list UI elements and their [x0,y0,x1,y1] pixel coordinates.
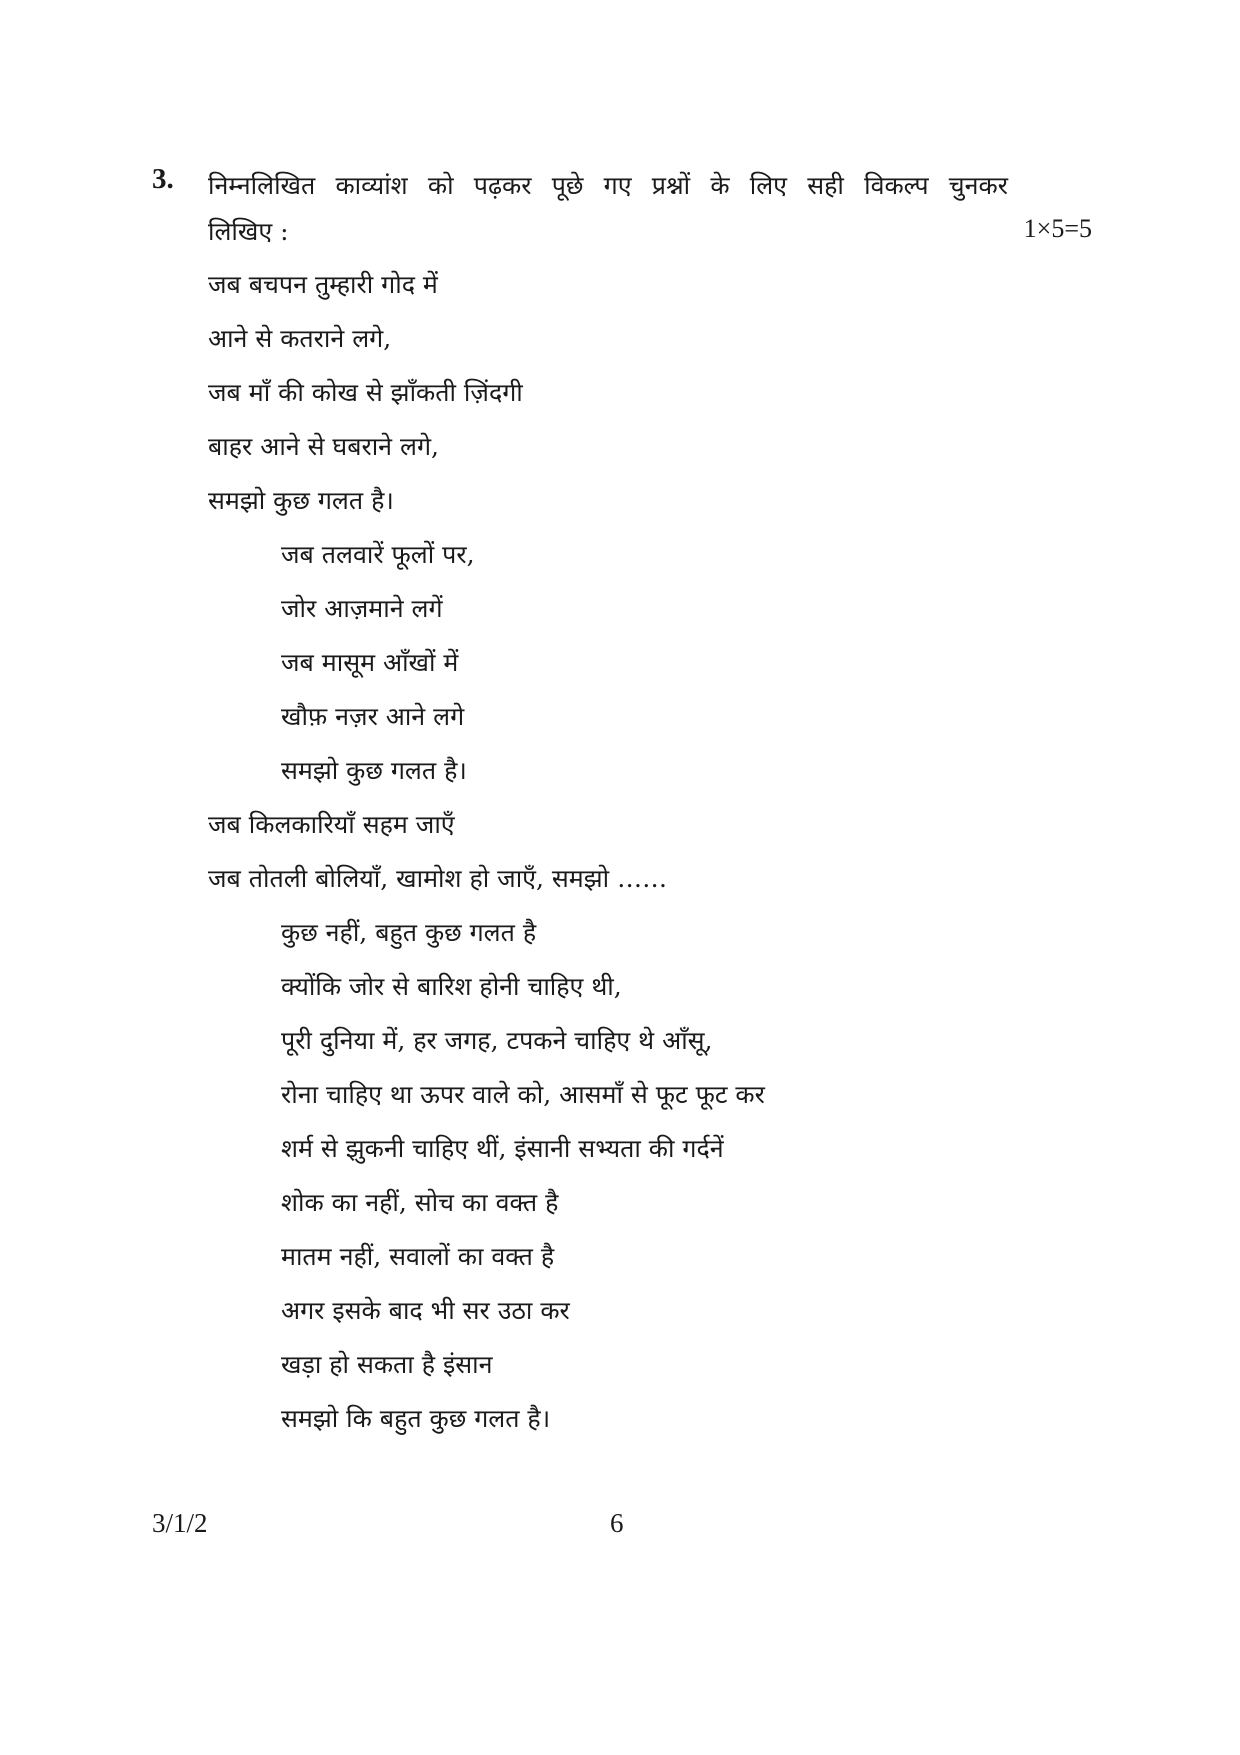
question-instruction-continued: लिखिए : [208,217,289,246]
poem-line: जब बचपन तुम्हारी गोद में [208,270,438,299]
page-number: 6 [610,1508,624,1538]
question-number: 3. [152,163,174,195]
poem-line: शोक का नहीं, सोच का वक्त है [281,1188,559,1217]
question-instruction: निम्नलिखित काव्यांश को पढ़कर पूछे गए प्रश्नों के लिए सही विकल्प चुनकर [208,171,1008,200]
poem-line: समझो कुछ गलत है। [281,756,467,785]
poem-line: शर्म से झुकनी चाहिए थीं, इंसानी सभ्यता की गर्दनें [281,1134,724,1163]
poem-line: आने से कतराने लगे, [208,324,392,353]
poem-line: जब किलकारियाँ सहम जाएँ [208,810,455,839]
poem-line: जब माँ की कोख से झाँकती ज़िंदगी [208,378,523,407]
marks-allocation: 1×5=5 [1023,214,1092,243]
poem-line: अगर इसके बाद भी सर उठा कर [281,1296,570,1325]
poem-line: समझो कुछ गलत है। [208,486,394,515]
poem-line: खौफ़ नज़र आने लगे [281,702,465,731]
poem-line: जब मासूम आँखों में [281,648,459,677]
paper-code: 3/1/2 [152,1508,208,1538]
poem-line: जोर आज़माने लगें [281,594,443,623]
poem-line: समझो कि बहुत कुछ गलत है। [281,1404,551,1433]
poem-line: बाहर आने से घबराने लगे, [208,432,439,461]
poem-line: कुछ नहीं, बहुत कुछ गलत है [281,918,537,947]
poem-line: मातम नहीं, सवालों का वक्त है [281,1242,555,1271]
poem-line: रोना चाहिए था ऊपर वाले को, आसमाँ से फूट फूट कर [281,1080,765,1109]
poem-line: जब तोतली बोलियाँ, खामोश हो जाएँ, समझो …… [208,864,668,893]
poem-line: पूरी दुनिया में, हर जगह, टपकने चाहिए थे आँसू, [281,1026,713,1055]
poem-line: क्योंकि जोर से बारिश होनी चाहिए थी, [281,972,622,1001]
poem-passage [208,265,1108,1453]
poem-line: जब तलवारें फूलों पर, [281,540,475,569]
poem-line: खड़ा हो सकता है इंसान [281,1350,493,1379]
